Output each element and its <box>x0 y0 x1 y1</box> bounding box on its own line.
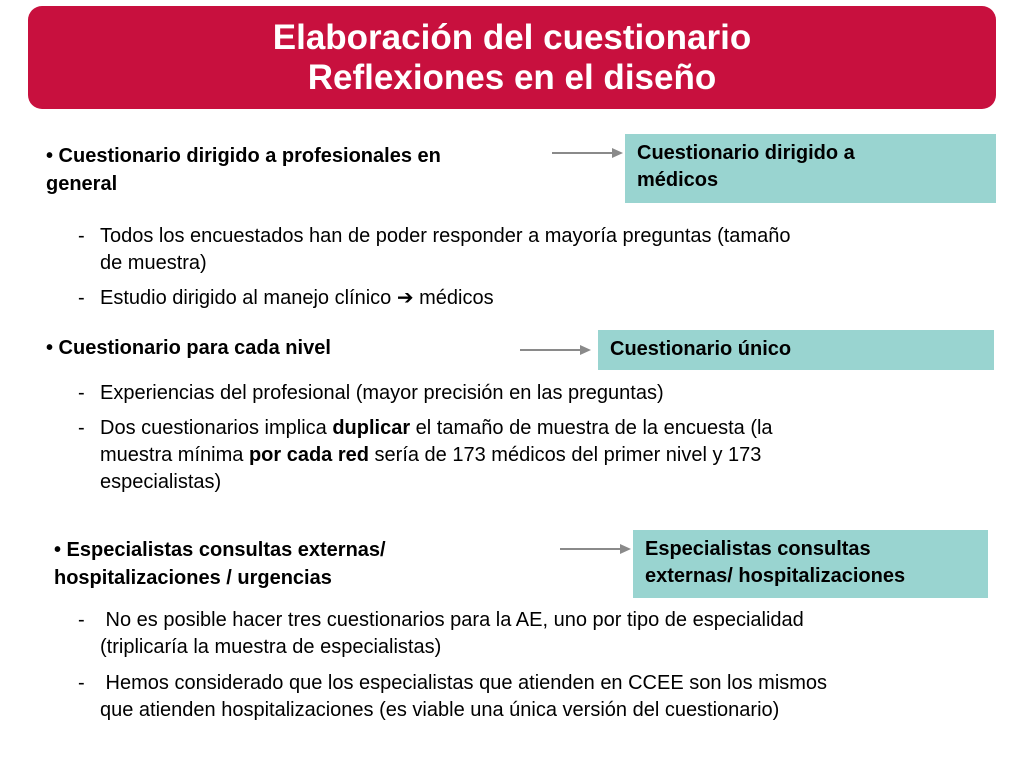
sub-item-hemos-considerado <box>78 670 1020 724</box>
bullet-line: • Cuestionario para cada nivel <box>46 337 331 359</box>
slide-title-line1: Elaboración del cuestionario <box>272 17 752 57</box>
sub-text: de muestra) <box>100 252 207 274</box>
sub-text: Hemos considerado que los especialistas que atienden en CCEE son los mismos <box>100 672 828 694</box>
sub-text: especialistas) <box>100 471 222 493</box>
bullet-line: • Cuestionario dirigido a profesionales en <box>46 145 441 167</box>
box-line: Especialistas consultas <box>645 538 871 560</box>
sub-item-encuestados <box>78 223 1000 277</box>
sub-text: Todos los encuestados han de poder responder a mayoría preguntas (tamaño <box>100 225 791 247</box>
slide-title-line2: Reflexiones en el diseño <box>307 57 717 97</box>
bold-arrow-icon: ➔ <box>396 287 414 309</box>
sub-text: (triplicaría la muestra de especialistas) <box>100 636 442 658</box>
sub-text: Dos cuestionarios implica <box>100 417 333 439</box>
box-especialistas <box>633 530 988 598</box>
box-cuestionario-unico <box>598 330 994 370</box>
bullet-line: hospitalizaciones / urgencias <box>54 567 332 589</box>
dash-icon: - <box>78 382 85 404</box>
box-line: Cuestionario único <box>610 338 792 360</box>
sub-item-estudio <box>78 285 1000 312</box>
sub-text: Estudio dirigido al manejo clínico <box>100 287 397 309</box>
box-line: externas/ hospitalizaciones <box>645 565 906 587</box>
sub-item-tres-cuestionarios <box>78 607 1020 661</box>
dash-icon: - <box>78 672 85 694</box>
dash-icon: - <box>78 609 85 631</box>
dash-icon: - <box>78 287 85 309</box>
dash-icon: - <box>78 417 85 439</box>
bullet-especialistas <box>54 536 524 592</box>
right-arrow-icon <box>520 343 592 357</box>
box-line: Cuestionario dirigido a <box>637 142 855 164</box>
emphasis-text: duplicar <box>332 417 411 439</box>
bullet-cuestionario-profesionales <box>46 142 546 198</box>
dash-icon: - <box>78 225 85 247</box>
box-line: médicos <box>637 169 719 191</box>
sub-text: No es posible hacer tres cuestionarios para la AE, uno por tipo de especialidad <box>100 609 804 631</box>
emphasis-text: por cada red <box>248 444 369 466</box>
title-banner <box>28 6 996 109</box>
sub-text: médicos <box>413 287 494 309</box>
sub-text: Experiencias del profesional (mayor precisión en las preguntas) <box>100 382 664 404</box>
right-arrow-icon <box>552 146 624 160</box>
sub-text: que atienden hospitalizaciones (es viable una única versión del cuestionario) <box>100 699 780 721</box>
bullet-line: • Especialistas consultas externas/ <box>54 539 386 561</box>
bullet-cuestionario-nivel <box>46 334 506 362</box>
sub-text: sería de 173 médicos del primer nivel y 173 <box>368 444 762 466</box>
sub-item-dos-cuestionarios <box>78 415 1000 496</box>
sub-item-experiencias <box>78 380 1000 407</box>
right-arrow-icon <box>560 542 632 556</box>
box-cuestionario-medicos <box>625 134 996 203</box>
sub-text: muestra mínima <box>100 444 249 466</box>
bullet-line: general <box>46 173 118 195</box>
sub-text: el tamaño de muestra de la encuesta (la <box>410 417 773 439</box>
